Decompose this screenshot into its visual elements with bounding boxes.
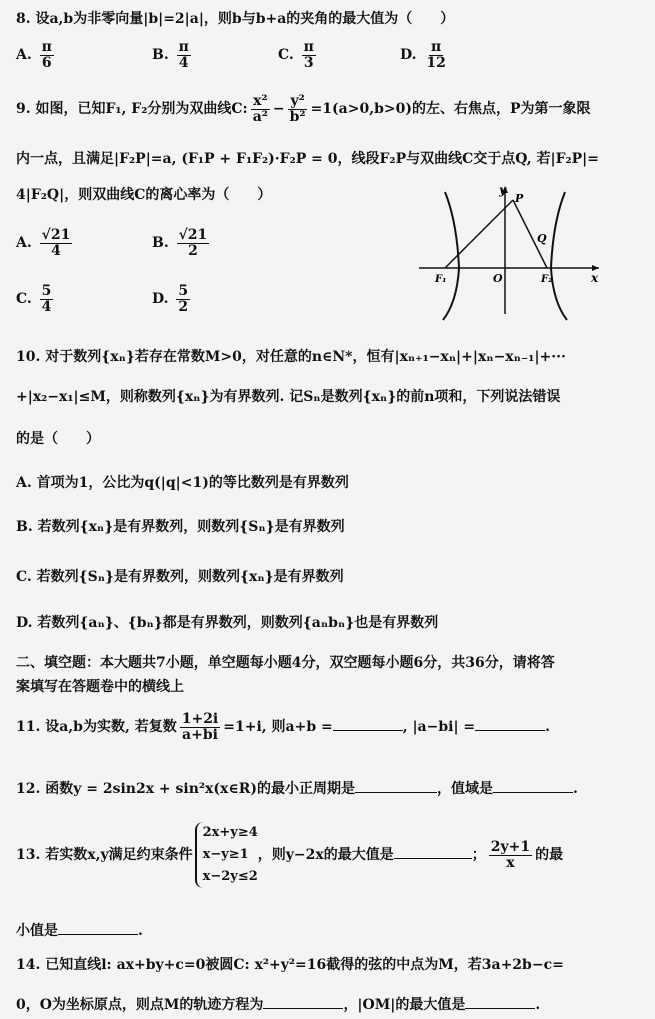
label-o: O (493, 272, 503, 285)
q10-line1: 10. 对于数列{xₙ}若存在常数M>0，对任意的n∈N*，恒有|xₙ₊₁−xₙ|+|xₙ−xₙ₋₁|+··· (16, 349, 566, 365)
frac-num: 5 (41, 283, 52, 299)
frac-y2-b2 (288, 94, 308, 124)
option-letter: B. (152, 47, 169, 64)
q13-line2-end: . (138, 923, 143, 939)
q10-line2: +|x₂−x₁|≤M，则称数列{xₙ}为有界数列. 记Sₙ是数列{xₙ}的前n项和，下列说法错误 (16, 389, 561, 405)
q14-line2-pre: 0，O为坐标原点，则点M的轨迹方程为 (16, 997, 264, 1013)
frac-den: a² (252, 108, 268, 125)
option-fraction (424, 40, 447, 70)
q10-option-c: C. 若数列{Sₙ}是有界数列，则数列{xₙ}是有界数列 (16, 569, 344, 585)
q8-option-b (152, 40, 194, 70)
answer-blank[interactable] (333, 730, 403, 731)
section2-line1: 二、填空题：本大题共7小题，单空题每小题4分，双空题每小题6分，共36分，请将答 (16, 655, 555, 671)
answer-blank[interactable] (493, 792, 573, 793)
q11 (16, 712, 550, 742)
q11-mid: =1+i, 则a+b = (223, 719, 333, 736)
q12-end: . (572, 781, 578, 797)
frac-den: b² (289, 108, 306, 125)
option-fraction (177, 40, 191, 70)
frac-num: 1+2i (181, 711, 219, 727)
section2-line2: 案填写在答题卷中的横线上 (16, 679, 184, 695)
q10-option-d: D. 若数列{aₙ}、{bₙ}都是有界数列，则数列{aₙbₙ}也是有界数列 (16, 615, 439, 631)
q13-line2-text: 小值是 (16, 923, 58, 939)
q9-line3: 4|F₂Q|，则双曲线C的离心率为（ ） (16, 187, 272, 203)
answer-blank[interactable] (355, 792, 437, 793)
label-x: x (591, 271, 599, 285)
q9-option-b (152, 228, 212, 258)
q14-line2-end: . (535, 997, 541, 1013)
q10-option-b: B. 若数列{xₙ}是有界数列，则数列{Sₙ}是有界数列 (16, 519, 345, 535)
frac-den: 4 (51, 242, 61, 259)
q13-fraction (489, 840, 532, 870)
label-p: P (515, 192, 524, 205)
label-y: y (499, 183, 506, 197)
frac-x2-a2 (251, 94, 270, 124)
q12-mid: ，值域是 (436, 781, 493, 797)
q12 (16, 778, 578, 798)
q9-line1 (16, 94, 591, 124)
minus-sign: − (272, 101, 285, 118)
option-fraction (177, 228, 210, 258)
label-f2: F₂ (541, 274, 553, 285)
q9-option-a (16, 228, 75, 258)
q9-line2: 内一点，且满足|F₂P|=a, (F₁P + F₁F₂)·F₂P = 0，线段F₂P与双曲线C交于点Q, 若|F₂P|= (16, 151, 599, 167)
constraint-system (195, 822, 258, 888)
option-fraction (302, 40, 316, 70)
option-letter: A. (16, 47, 32, 64)
frac-den: 12 (426, 54, 446, 71)
constraint-1: 2x+y≥4 (202, 825, 258, 840)
option-letter: C. (278, 47, 294, 64)
frac-den: 6 (41, 54, 52, 71)
q13-post: 的最 (535, 847, 564, 863)
frac-num: 5 (178, 283, 189, 299)
q14-line2-mid: ，|OM|的最大值是 (343, 997, 466, 1013)
q10-line3: 的是（ ） (16, 431, 100, 447)
answer-blank[interactable] (58, 934, 138, 935)
frac-num: √21 (41, 227, 71, 243)
answer-blank[interactable] (465, 1008, 535, 1009)
q8-stem: 8. 设a,b为非零向量|b|=2|a|，则b与b+a的夹角的最大值为（ ） (16, 11, 455, 27)
frac-den: 2 (188, 242, 198, 259)
frac-num: y² (290, 93, 305, 109)
q14-line2 (16, 994, 540, 1014)
frac-den: 2 (178, 298, 189, 315)
option-fraction (40, 284, 54, 314)
frac-den: 4 (178, 54, 189, 71)
frac-num: π (431, 39, 442, 55)
frac-num: π (41, 39, 52, 55)
right-branch (551, 192, 567, 320)
q14-line1: 14. 已知直线l: ax+by+c=0被圆C: x²+y²=16截得的弦的中点为M，若3a+2b−c= (16, 957, 564, 973)
option-letter: C. (16, 291, 32, 308)
q8-option-c (278, 40, 319, 70)
answer-blank[interactable] (394, 858, 472, 859)
q9-line1-post: =1(a>0,b>0)的左、右焦点，P为第一象限 (310, 101, 591, 118)
q11-fraction (180, 712, 221, 742)
q10-option-a: A. 首项为1，公比为q(|q|<1)的等比数列是有界数列 (16, 475, 349, 491)
option-fraction (40, 228, 73, 258)
q13-pre: 13. 若实数x,y满足约束条件 (16, 847, 193, 863)
q13-mid: ，则y−2x的最大值是 (257, 847, 394, 863)
option-fraction (176, 284, 190, 314)
frac-num: π (303, 39, 314, 55)
q8-option-d (400, 40, 451, 70)
option-letter: A. (16, 235, 32, 252)
q9-line1-pre: 9. 如图，已知F₁, F₂分别为双曲线C: (16, 101, 248, 118)
option-letter: B. (152, 235, 169, 252)
frac-num: x² (253, 93, 268, 109)
option-letter: D. (152, 291, 169, 308)
frac-den: a+bi (182, 726, 218, 743)
answer-blank[interactable] (263, 1008, 343, 1009)
label-q: Q (537, 232, 547, 245)
answer-blank[interactable] (475, 730, 545, 731)
q11-end: . (545, 719, 551, 736)
constraint-3: x−2y≤2 (202, 869, 258, 884)
q12-pre: 12. 函数y = 2sin2x + sin²x(x∈R)的最小正周期是 (16, 781, 355, 797)
q8-option-a (16, 40, 57, 70)
frac-den: 3 (303, 54, 314, 71)
q11-mid2: , |a−bi| = (402, 719, 476, 736)
frac-den: x (506, 854, 515, 871)
constraint-2: x−y≥1 (202, 847, 249, 862)
hyperbola-figure (415, 182, 605, 322)
q13 (16, 822, 563, 888)
option-fraction (40, 40, 54, 70)
option-letter: D. (400, 47, 417, 64)
q13-line2 (16, 920, 143, 940)
q13-sep: ； (471, 847, 486, 863)
q9-option-c (16, 284, 56, 314)
q9-option-d (152, 284, 193, 314)
frac-num: 2y+1 (490, 838, 531, 855)
frac-num: π (178, 39, 189, 55)
label-f1: F₁ (435, 274, 447, 285)
frac-num: √21 (178, 227, 208, 243)
q11-pre: 11. 设a,b为实数, 若复数 (16, 719, 177, 736)
frac-den: 4 (41, 298, 52, 315)
